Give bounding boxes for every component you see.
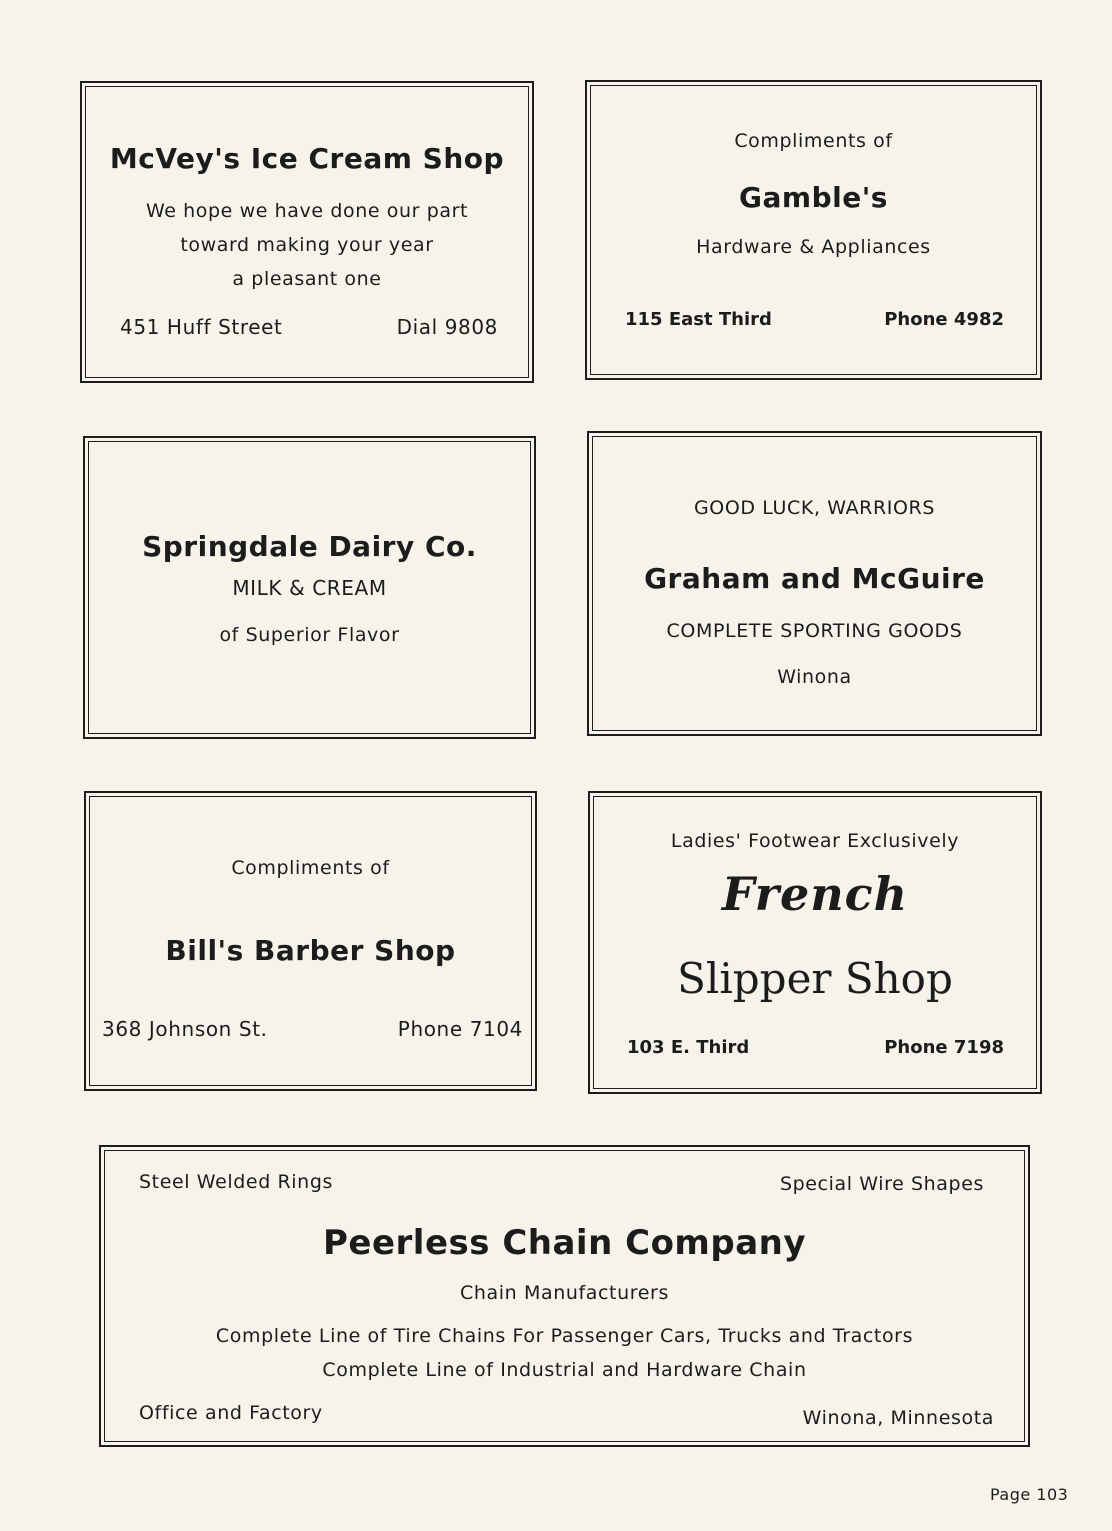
- gambles-intro: Compliments of: [734, 130, 893, 152]
- graham-name: Graham and McGuire: [644, 562, 985, 595]
- french-intro: Ladies' Footwear Exclusively: [670, 830, 960, 852]
- springdale-line1: MILK & CREAM: [232, 576, 387, 600]
- mcveys-line3: a pleasant one: [232, 268, 382, 290]
- peerless-line1: Complete Line of Tire Chains For Passenger Cars, Trucks and Tractors: [215, 1325, 914, 1347]
- graham-tagline: COMPLETE SPORTING GOODS: [666, 620, 963, 642]
- peerless-bottom-right: Winona, Minnesota: [802, 1407, 994, 1429]
- page-number: Page 103: [990, 1485, 1069, 1504]
- gambles-name: Gamble's: [739, 181, 888, 214]
- french-address: 103 E. Third: [627, 1037, 750, 1058]
- bills-ad: [84, 791, 537, 1091]
- mcveys-line1: We hope we have done our part: [145, 200, 469, 222]
- mcveys-phone: Dial 9808: [396, 315, 498, 339]
- french-name-rest: Slipper Shop: [677, 954, 953, 1003]
- springdale-name: Springdale Dairy Co.: [142, 530, 477, 563]
- peerless-line2: Complete Line of Industrial and Hardware Chain: [322, 1359, 807, 1381]
- bills-name: Bill's Barber Shop: [165, 934, 456, 967]
- graham-ad: [587, 431, 1042, 736]
- bills-address: 368 Johnson St.: [102, 1017, 268, 1041]
- graham-city: Winona: [777, 666, 852, 688]
- mcveys-address: 451 Huff Street: [120, 315, 283, 339]
- mcveys-ad: [80, 81, 534, 383]
- bills-phone: Phone 7104: [397, 1017, 523, 1041]
- peerless-name: Peerless Chain Company: [322, 1223, 806, 1263]
- mcveys-line2: toward making your year: [180, 234, 434, 256]
- springdale-ad: [83, 436, 536, 739]
- bills-intro: Compliments of: [231, 857, 390, 879]
- gambles-address: 115 East Third: [625, 309, 772, 330]
- mcveys-name: McVey's Ice Cream Shop: [109, 142, 505, 175]
- peerless-subtitle: Chain Manufacturers: [460, 1282, 669, 1304]
- french-script-name: French: [721, 867, 909, 921]
- graham-intro: GOOD LUCK, WARRIORS: [693, 497, 936, 519]
- french-ad: [588, 791, 1042, 1094]
- peerless-bottom-left: Office and Factory: [139, 1402, 323, 1424]
- gambles-tagline: Hardware & Appliances: [696, 236, 931, 258]
- peerless-ad: [99, 1145, 1030, 1447]
- peerless-top-left: Steel Welded Rings: [139, 1171, 333, 1193]
- gambles-phone: Phone 4982: [884, 309, 1004, 330]
- springdale-line2: of Superior Flavor: [219, 624, 400, 646]
- peerless-top-right: Special Wire Shapes: [779, 1173, 984, 1195]
- gambles-ad: [585, 80, 1042, 380]
- french-phone: Phone 7198: [884, 1037, 1004, 1058]
